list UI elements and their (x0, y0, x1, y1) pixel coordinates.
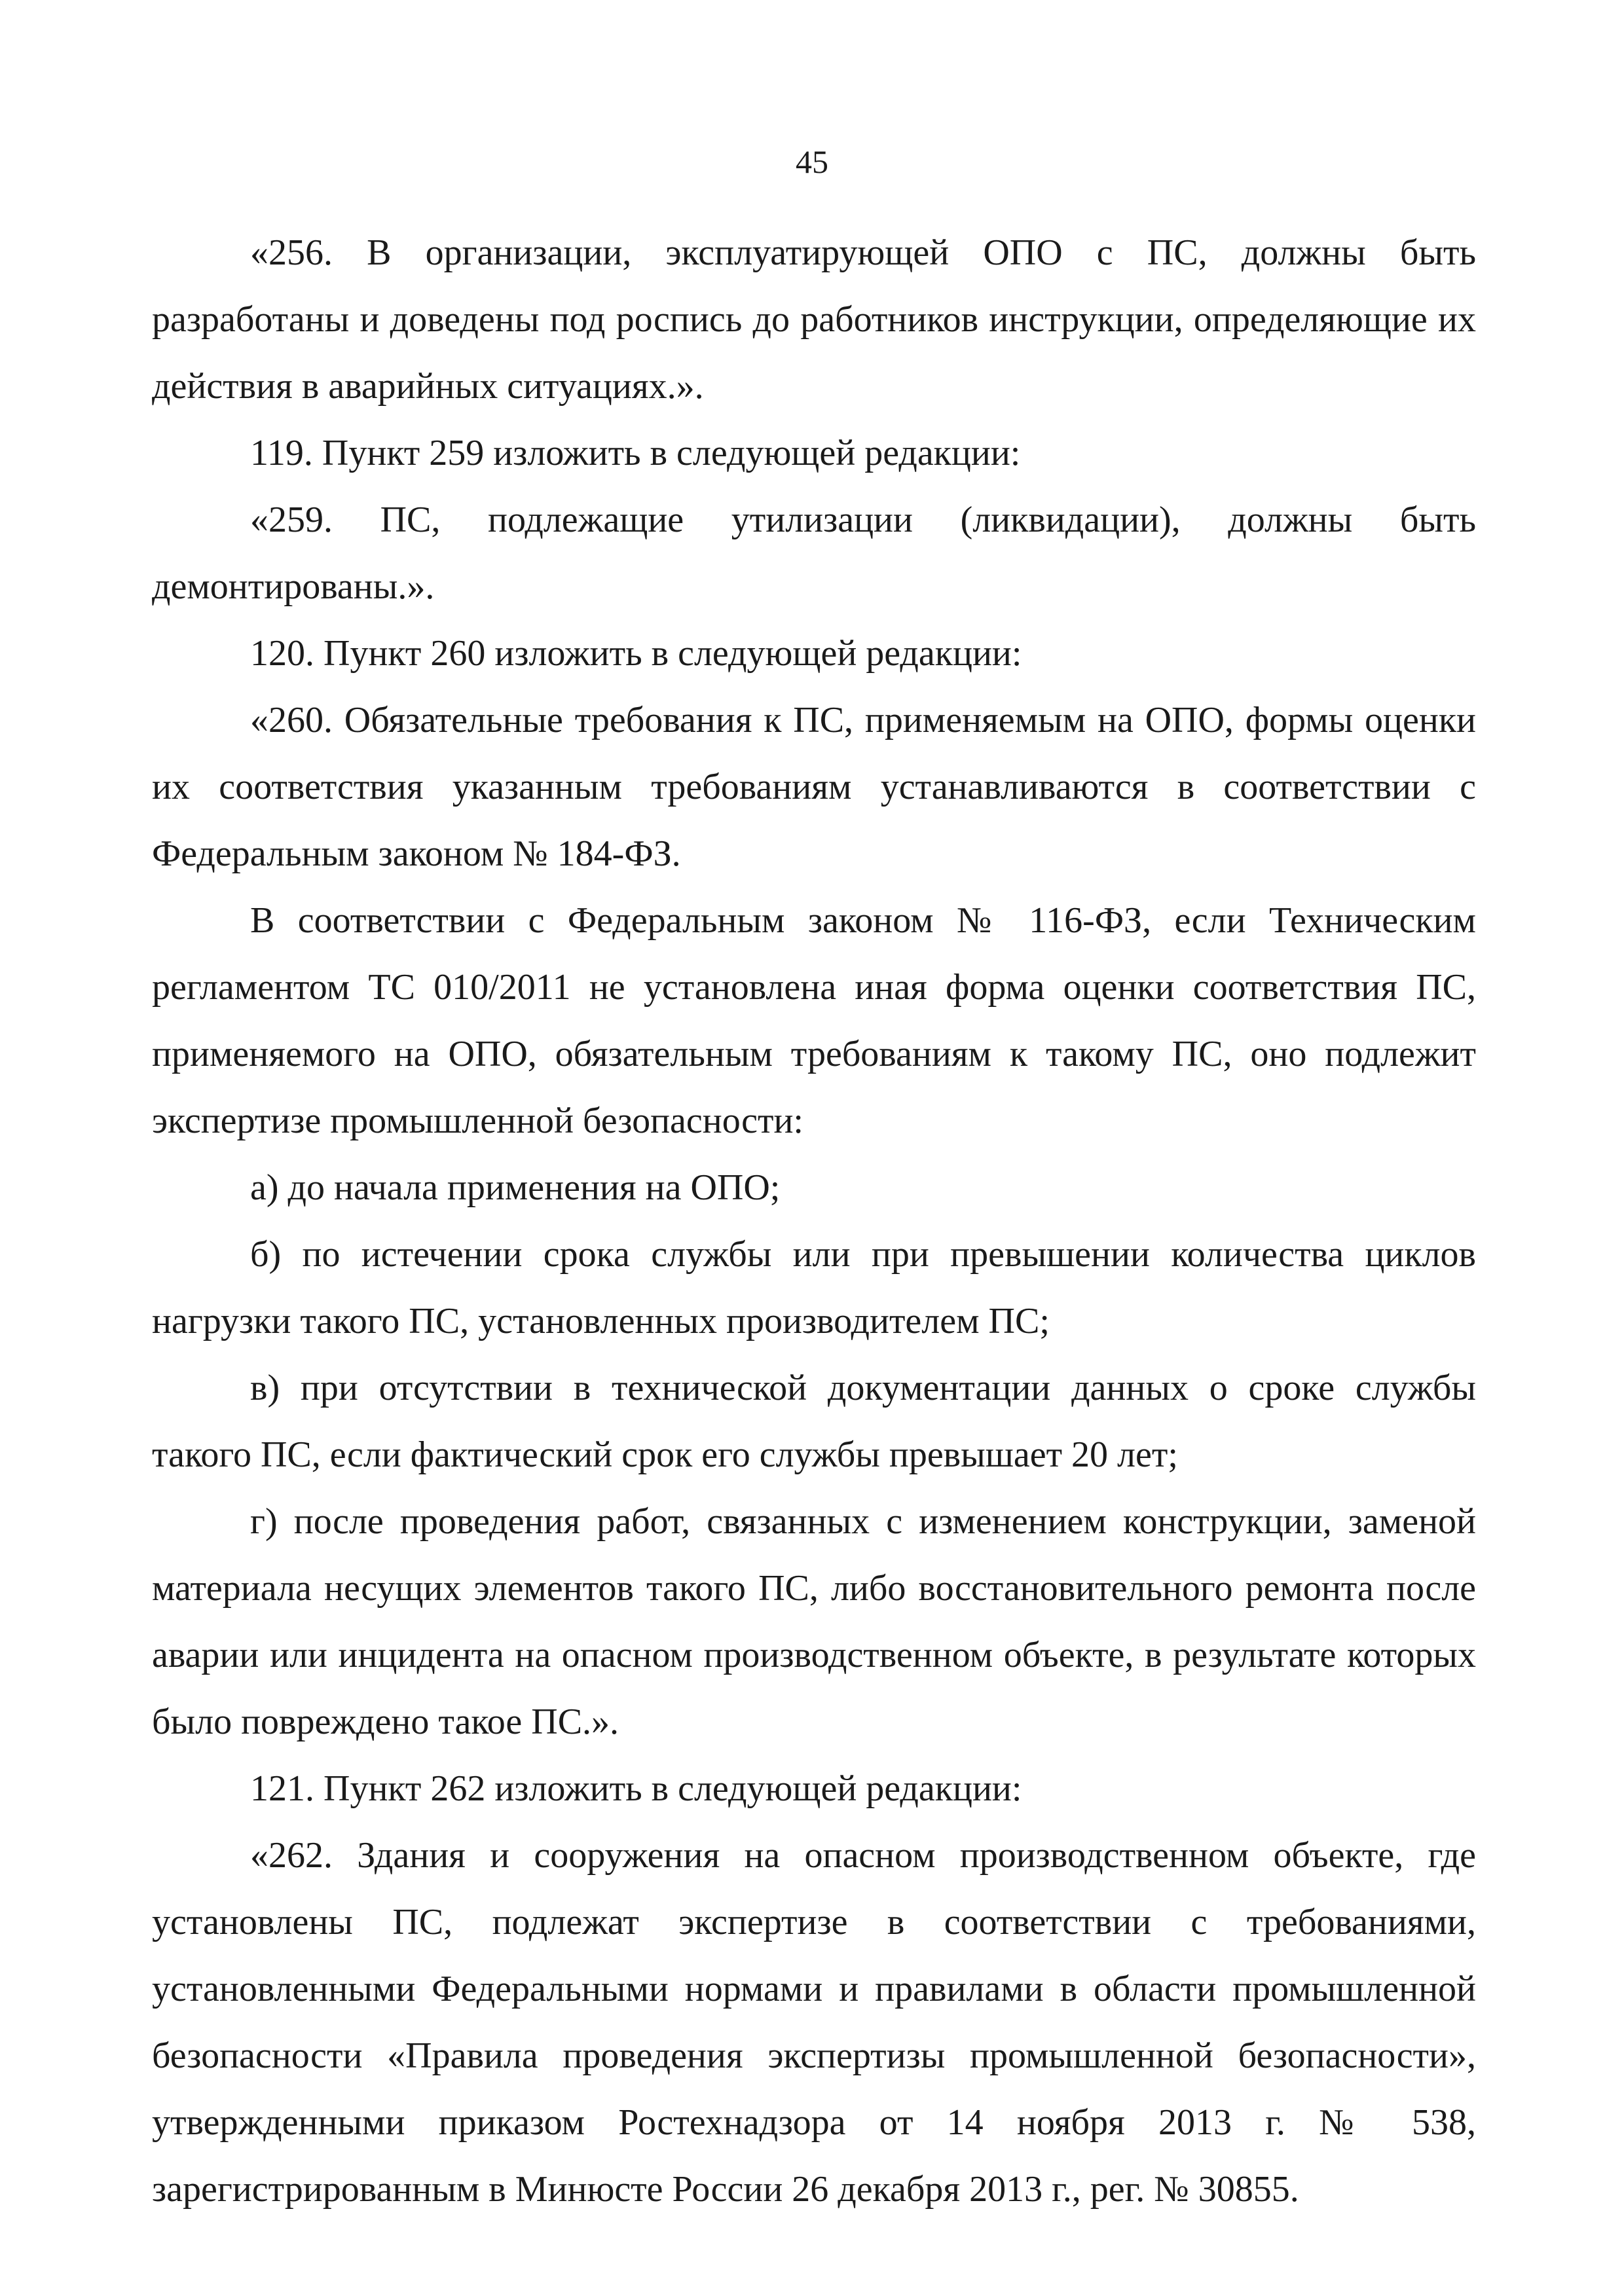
paragraph-260: «260. Обязательные требования к ПС, применяемым на ОПО, формы оценки их соответствия указанным требованиям устанавливаются в соответствии с Федеральным законом № 184-ФЗ. (152, 700, 1476, 874)
list-item-b: б) по истечении срока службы или при превышении количества циклов нагрузки такого ПС, установленных производителем ПС; (152, 1234, 1476, 1341)
list-item-v: в) при отсутствии в технической документации данных о сроке службы такого ПС, если фактический срок его службы превышает 20 лет; (152, 1368, 1476, 1475)
document-body (152, 219, 1476, 2223)
paragraph-item-121: 121. Пункт 262 изложить в следующей редакции: (250, 1768, 1022, 1809)
list-item-g: г) после проведения работ, связанных с изменением конструкции, заменой материала несущих элементов такого ПС, либо восстановительного ремонта после аварии или инцидента на опасном производственном объекте, в результате которых было повреждено такое ПС.». (152, 1501, 1476, 1742)
paragraph-262: «262. Здания и сооружения на опасном производственном объекте, где установлены ПС, подлежат экспертизе в соответствии с требованиями, установленными Федеральными нормами и правилами в области промышленной безопасности «Правила проведения экспертизы промышленной безопасности», утвержденными приказом Ростехнадзора от 14 ноября 2013 г. № 538, зарегистрированным в Минюсте России 26 декабря 2013 г., рег. № 30855. (152, 1835, 1476, 2210)
paragraph-256: «256. В организации, эксплуатирующей ОПО с ПС, должны быть разработаны и доведены под роспись до работников инструкции, определяющие их действия в аварийных ситуациях.». (152, 232, 1476, 407)
paragraph-item-119: 119. Пункт 259 изложить в следующей редакции: (250, 433, 1021, 473)
paragraph-item-120: 120. Пункт 260 изложить в следующей редакции: (250, 633, 1022, 674)
paragraph-259: «259. ПС, подлежащие утилизации (ликвидации), должны быть демонтированы.». (152, 500, 1476, 607)
list-item-a: а) до начала применения на ОПО; (250, 1167, 781, 1208)
page-number: 45 (796, 143, 828, 180)
paragraph-260-expertise: В соответствии с Федеральным законом № 116-ФЗ, если Техническим регламентом ТС 010/2011 не установлена иная форма оценки соответствия ПС, применяемого на ОПО, обязательным требованиям к такому ПС, оно подлежит экспертизе промышленной безопасности: (152, 900, 1476, 1141)
